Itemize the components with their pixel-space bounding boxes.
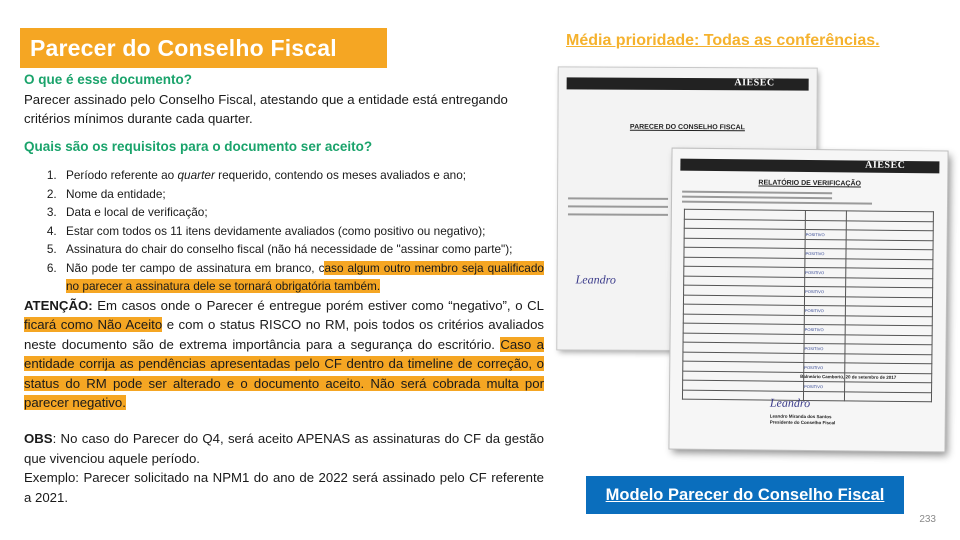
title-banner (20, 28, 387, 68)
content-column (24, 70, 544, 507)
page-title: Parecer do Conselho Fiscal (30, 34, 337, 61)
sheet-title: PARECER DO CONSELHO FISCAL (629, 123, 745, 132)
sheet-title: RELATÓRIO DE VERIFICAÇÃO (758, 179, 862, 188)
list-item: 4. Estar com todos os 11 itens devidamente avaliados (como positivo ou negativo); (60, 222, 544, 241)
priority-note: Média prioridade: Todas as conferências. (566, 32, 880, 49)
evaluation-mark: POSITIVO (805, 229, 846, 239)
requirements-list (24, 166, 544, 296)
list-item: 2. Nome da entidade; (60, 185, 544, 204)
page-number: 233 (919, 514, 936, 525)
list-item: 3. Data e local de verificação; (60, 203, 544, 222)
evaluation-mark: POSITIVO (804, 362, 845, 372)
list-item: 5. Assinatura do chair do conselho fiscal (não há necessidade de "assinar como parte"); (60, 240, 544, 259)
aiesec-logo: AIESEC (865, 159, 906, 172)
attention-paragraph: ATENÇÃO: Em casos onde o Parecer é entregue porém estiver como “negativo”, o CL ficará como Não Aceito e com o status RISCO no RM, pois todos os critérios avaliados neste documento são de extrema importância para a segurança do escritório. Caso a entidade corrija as pendências apresentadas pelo CF dentro da timeline de correção, o status do RM pode ser alterado e o documento aceito. Não será cobrada multa por parecer negativo. (24, 297, 544, 411)
model-document-link-label[interactable]: Modelo Parecer do Conselho Fiscal (605, 485, 885, 504)
sheet-place-date: Balneário Camboriú, 20 de setembro de 2017 (800, 373, 897, 380)
highlight: Caso a entidade corrija as pendências apresentadas pelo CF dentro da timeline de correção, o status do RM pode ser alterado e o documento aceito. Não será cobrada multa por parecer negativo. (24, 336, 544, 411)
signature-image: Leandro (769, 395, 811, 411)
highlight: ficará como Não Aceito (24, 317, 163, 333)
relatorio-sheet-image (669, 149, 947, 452)
signature-image: Leandro (575, 272, 616, 287)
signer-role: Presidente do Conselho Fiscal (769, 419, 836, 426)
signer-name: Leandro Miranda dos Santos (769, 413, 832, 420)
answer-what: Parecer assinado pelo Conselho Fiscal, atestando que a entidade está entregando critérios mínimos durante cada quarter. (24, 91, 508, 126)
evaluation-mark: POSITIVO (805, 286, 846, 296)
evaluation-mark: POSITIVO (805, 267, 846, 277)
sheet-header-bar (567, 77, 809, 90)
evaluation-mark: POSITIVO (804, 324, 845, 334)
obs-paragraph: OBS: No caso do Parecer do Q4, será aceito APENAS as assinaturas do CF da gestão que vivenciou aquele período. (24, 431, 544, 466)
evaluation-mark: POSITIVO (805, 248, 846, 258)
evaluation-mark: POSITIVO (804, 343, 845, 353)
question-what: O que é esse documento? (24, 72, 193, 87)
highlight: aso algum outro membro seja qualificado no parecer a assinatura dele se tornará obrigatória também. (66, 260, 544, 293)
model-document-link[interactable] (586, 476, 904, 514)
list-item: 6. Não pode ter campo de assinatura em branco, caso algum outro membro seja qualificado no parecer a assinatura dele se tornará obrigatória também. (60, 259, 544, 296)
evaluation-mark: POSITIVO (804, 381, 845, 391)
document-images (558, 68, 948, 458)
list-item: 1. Período referente ao quarter requerido, contendo os meses avaliados e ano; (60, 166, 544, 185)
question-requirements: Quais são os requisitos para o documento ser aceito? (24, 138, 373, 154)
aiesec-logo: AIESEC (734, 77, 775, 89)
sheet-header-bar (680, 159, 939, 174)
example-paragraph: Exemplo: Parecer solicitado na NPM1 do ano de 2022 será assinado pelo CF referente a 2021. (24, 470, 544, 505)
evaluation-mark: POSITIVO (804, 305, 845, 315)
